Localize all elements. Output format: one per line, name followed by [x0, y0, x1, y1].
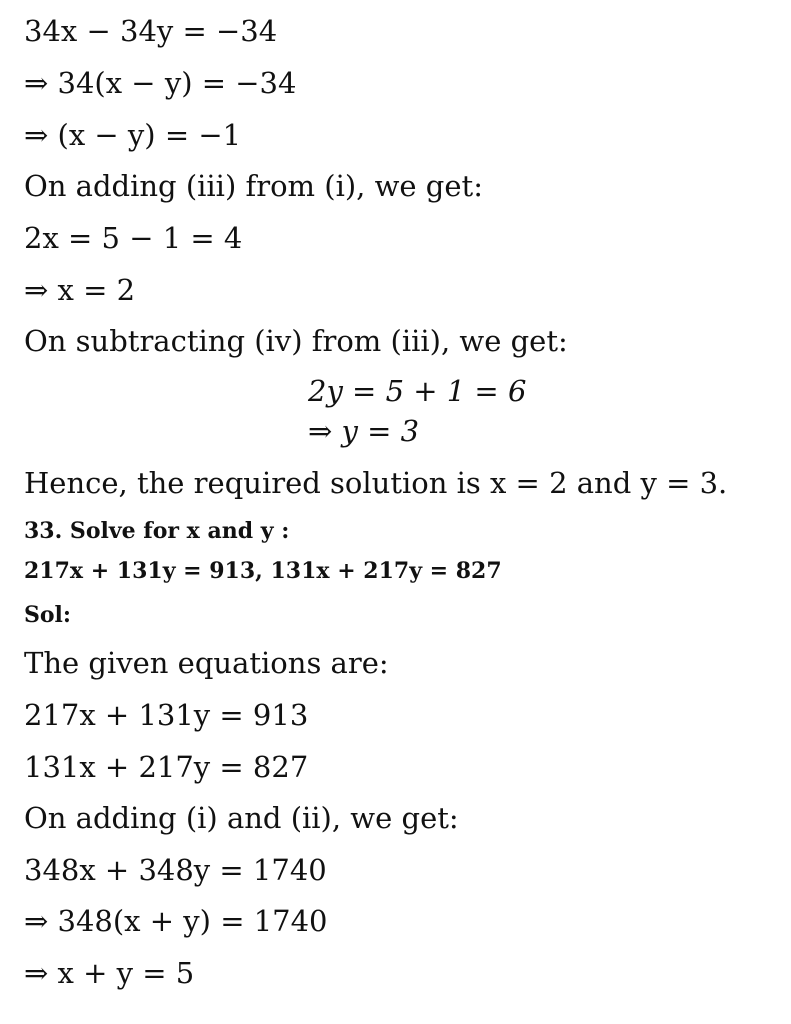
equation-line: ⇒ x = 2 [24, 273, 136, 307]
equation-line: ⇒ 348(x + y) = 1740 [24, 904, 328, 938]
equation-line: ⇒ x + y = 5 [24, 956, 195, 990]
equation-line: ⇒ (x − y) = −1 [24, 118, 242, 152]
text-line: On subtracting (iv) from (iii), we get: [24, 324, 568, 358]
question-equations: 217x + 131y = 913, 131x + 217y = 827 [24, 558, 502, 584]
equation-line: ⇒ 34(x − y) = −34 [24, 66, 297, 100]
equation-line: 348x + 348y = 1740 [24, 853, 327, 887]
question-heading: 33. Solve for x and y : [24, 518, 290, 544]
equation-line: 2x = 5 − 1 = 4 [24, 221, 243, 255]
centered-equation-line: 2y = 5 + 1 = 6 [308, 374, 527, 408]
centered-equation-line: ⇒ y = 3 [308, 414, 420, 448]
equation-line: 34x − 34y = −34 [24, 14, 278, 48]
solution-label: Sol: [24, 602, 72, 628]
text-line: Hence, the required solution is x = 2 and y = 3. [24, 466, 728, 500]
text-line: On adding (i) and (ii), we get: [24, 801, 459, 835]
equation-line: 131x + 217y = 827 [24, 750, 309, 784]
text-line: The given equations are: [24, 646, 389, 680]
equation-line: 217x + 131y = 913 [24, 698, 309, 732]
text-line: On adding (iii) from (i), we get: [24, 169, 483, 203]
